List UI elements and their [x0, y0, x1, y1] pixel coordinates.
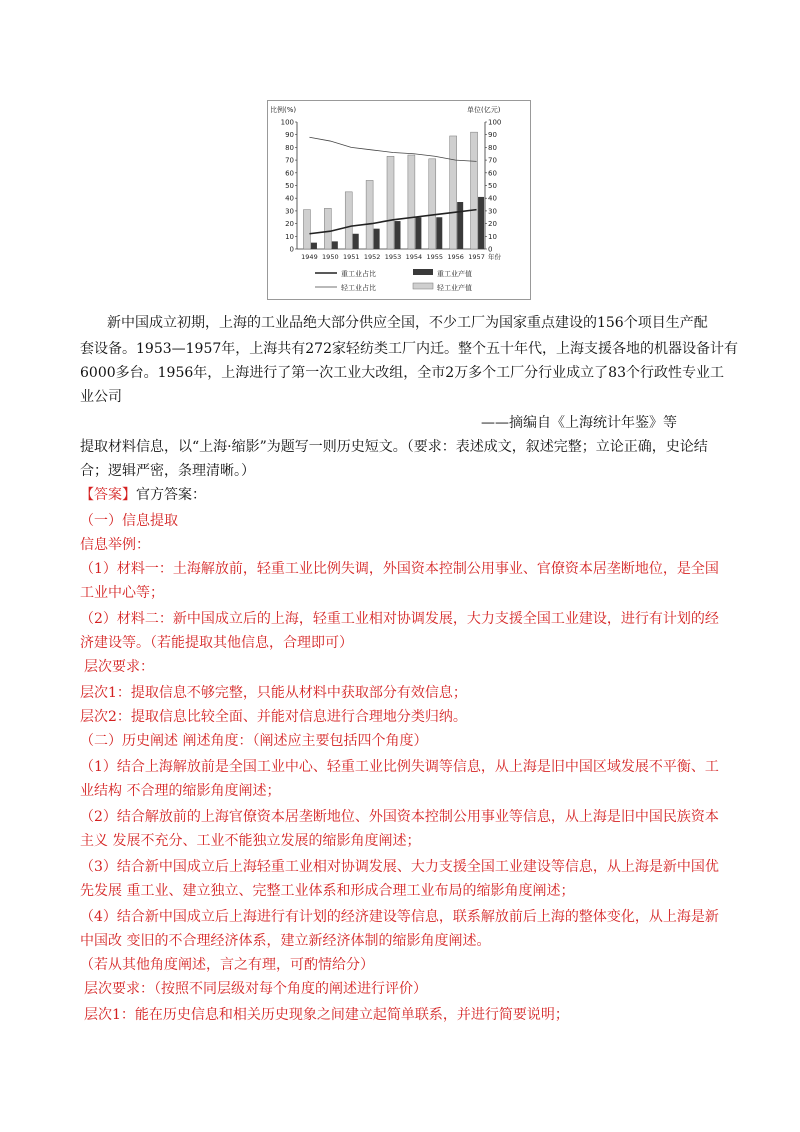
bar-light-output [450, 136, 457, 249]
level1b-text: 层次1：能在历史信息和相关历史现象之间建立起简单联系，并进行简要说明； [84, 1007, 569, 1023]
legend-label-heavy-share: 重工业占比 [341, 270, 376, 278]
left-tick-label: 20 [285, 220, 294, 229]
material-para-line3: 6000多台。1956年，上海进行了第一次工业大改组，全市2万多个工厂分行业成立了83个行政性专业工 [80, 365, 724, 381]
right-tick-label: 10 [488, 232, 497, 241]
bar-light-output [324, 208, 331, 249]
left-tick-label: 70 [285, 156, 294, 165]
bar-heavy-output [415, 217, 421, 249]
bar-heavy-output [311, 243, 317, 249]
material-para-line2: 套设备。1953—1957年，上海共有272家轻纺类工厂内迁。整个五十年代，上海支援各地的机器设备计有 [80, 341, 738, 357]
left-tick-label: 10 [285, 232, 294, 241]
material2-line2: 济建设等。（若能提取其他信息，合理即可） [80, 635, 353, 651]
info-example-label: 信息举例： [80, 537, 150, 553]
bar-heavy-output [457, 202, 463, 249]
material1-line2: 工业中心等； [80, 585, 164, 601]
x-tick-label: 1954 [405, 253, 423, 261]
x-tick-label: 1953 [384, 253, 402, 261]
level-req-heading-1: 层次要求： [84, 659, 154, 675]
material2-line1: （2）材料二：新中国成立后的上海，轻重工业相对协调发展，大力支援全国工业建设，进行有计划的经 [80, 611, 719, 627]
angle4-line1: （4）结合新中国成立后上海进行有计划的经济建设等信息，联系解放前后上海的整体变化，从上海是新 [80, 909, 719, 925]
left-tick-label: 80 [285, 143, 294, 152]
question-line1: 提取材料信息，以“上海·缩影”为题写一则历史短文。（要求：表述成文，叙述完整；立论正确，史论结 [80, 439, 708, 455]
right-tick-label: 50 [488, 182, 497, 190]
material-para-line4: 业公司 [80, 389, 122, 405]
right-tick-label: 80 [488, 143, 497, 152]
legend-swatch-heavy-output [413, 269, 433, 275]
right-tick-label: 40 [488, 194, 497, 203]
industry-chart [267, 100, 531, 300]
answer-header [80, 485, 206, 505]
bar-heavy-output [478, 197, 484, 249]
x-tick-label: 1951 [342, 253, 360, 261]
x-tick-label: 1949 [301, 253, 318, 261]
part2-heading: （二）历史阐述 阐述角度：（阐述应主要包括四个角度） [80, 733, 428, 749]
angle1-line1: （1）结合上海解放前是全国工业中心、轻重工业比例失调等信息，从上海是旧中国区域发展不平衡、工 [80, 759, 719, 775]
bar-light-output [303, 210, 310, 249]
bar-light-output [471, 132, 478, 249]
x-tick-label: 1950 [322, 253, 339, 261]
left-tick-label: 30 [285, 207, 294, 216]
bar-heavy-output [395, 221, 401, 249]
right-tick-label: 60 [488, 169, 497, 178]
right-axis-title: 单位(亿元) [467, 106, 501, 114]
x-tick-label: 1952 [363, 253, 381, 261]
level-req-heading-2 [84, 979, 427, 999]
material-para-line1: 新中国成立初期，上海的工业品绝大部分供应全国，不少工厂为国家重点建设的156个项目生产配 [107, 315, 708, 331]
bar-light-output [345, 192, 352, 249]
question-line2: 合；逻辑严密，条理清晰。） [80, 463, 255, 479]
x-tick-label: 1956 [447, 253, 464, 261]
level2-text: 层次2：提取信息比较全面、并能对信息进行合理地分类归纳。 [80, 709, 467, 725]
angle3-line2: 先发展 重工业、建立独立、完整工业体系和形成合理工业布局的缩影角度阐述； [80, 883, 575, 899]
left-axis-title: 比例(%) [270, 106, 297, 114]
bar-light-output [408, 155, 415, 249]
answer-label: 官方答案： [136, 487, 206, 503]
angle1-line2: 业结构 不合理的缩影角度阐述； [80, 783, 281, 799]
answer-tag: 【答案】 [80, 487, 136, 503]
right-tick-label: 90 [488, 131, 497, 140]
bar-heavy-output [374, 229, 380, 249]
legend-swatch-light-output [413, 283, 433, 289]
x-axis-title: 年份 [488, 253, 501, 261]
material1-line1: （1）材料一：土海解放前，轻重工业比例失调，外国资本控制公用事业、官僚资本居垄断地位，是全国 [80, 561, 719, 577]
legend-label-heavy-output: 重工业产值 [437, 270, 472, 278]
right-tick-label: 70 [488, 156, 497, 165]
left-tick-label: 90 [285, 131, 294, 140]
level1-text: 层次1：提取信息不够完整，只能从材料中获取部分有效信息； [80, 685, 467, 701]
right-tick-label: 30 [488, 207, 497, 216]
angle4-line2: 中国改 变旧的不合理经济体系，建立新经济体制的缩影角度阐述。 [80, 933, 491, 949]
bar-light-output [429, 159, 436, 249]
legend-label-light-output: 轻工业产值 [437, 284, 472, 292]
left-tick-label: 0 [289, 245, 294, 254]
angle2-line2: 主义 发展不充分、工业不能独立发展的缩影角度阐述； [80, 833, 421, 849]
bar-heavy-output [332, 241, 338, 249]
bar-light-output [387, 156, 394, 249]
right-tick-label: 100 [488, 118, 502, 127]
legend-label-light-share: 轻工业占比 [341, 284, 376, 292]
level-req-note-2: （按照不同层级对每个角度的阐述进行评价） [154, 981, 427, 997]
bar-heavy-output [353, 234, 359, 249]
part1-heading: （一）信息提取 [80, 513, 178, 529]
x-tick-label: 1957 [468, 253, 485, 261]
left-tick-label: 60 [285, 169, 294, 178]
right-tick-label: 0 [488, 245, 493, 254]
other-angle-note: （若从其他角度阐述，言之有理，可酌情给分） [80, 957, 374, 973]
left-tick-label: 40 [285, 194, 294, 203]
level-req-label-2: 层次要求： [84, 981, 154, 997]
material-source: ——摘编自《上海统计年鉴》等 [481, 415, 677, 431]
angle3-line1: （3）结合新中国成立后上海轻重工业相对协调发展、大力支援全国工业建设等信息，从上海是新中国优 [80, 859, 719, 875]
x-tick-label: 1955 [426, 253, 444, 261]
angle2-line1: （2）结合解放前的上海官僚资本居垄断地位、外国资本控制公用事业等信息，从上海是旧中国民族资本 [80, 809, 719, 825]
bar-light-output [366, 180, 373, 249]
bar-heavy-output [436, 217, 442, 249]
left-tick-label: 50 [285, 182, 294, 190]
left-tick-label: 100 [280, 118, 294, 127]
right-tick-label: 20 [488, 220, 497, 229]
